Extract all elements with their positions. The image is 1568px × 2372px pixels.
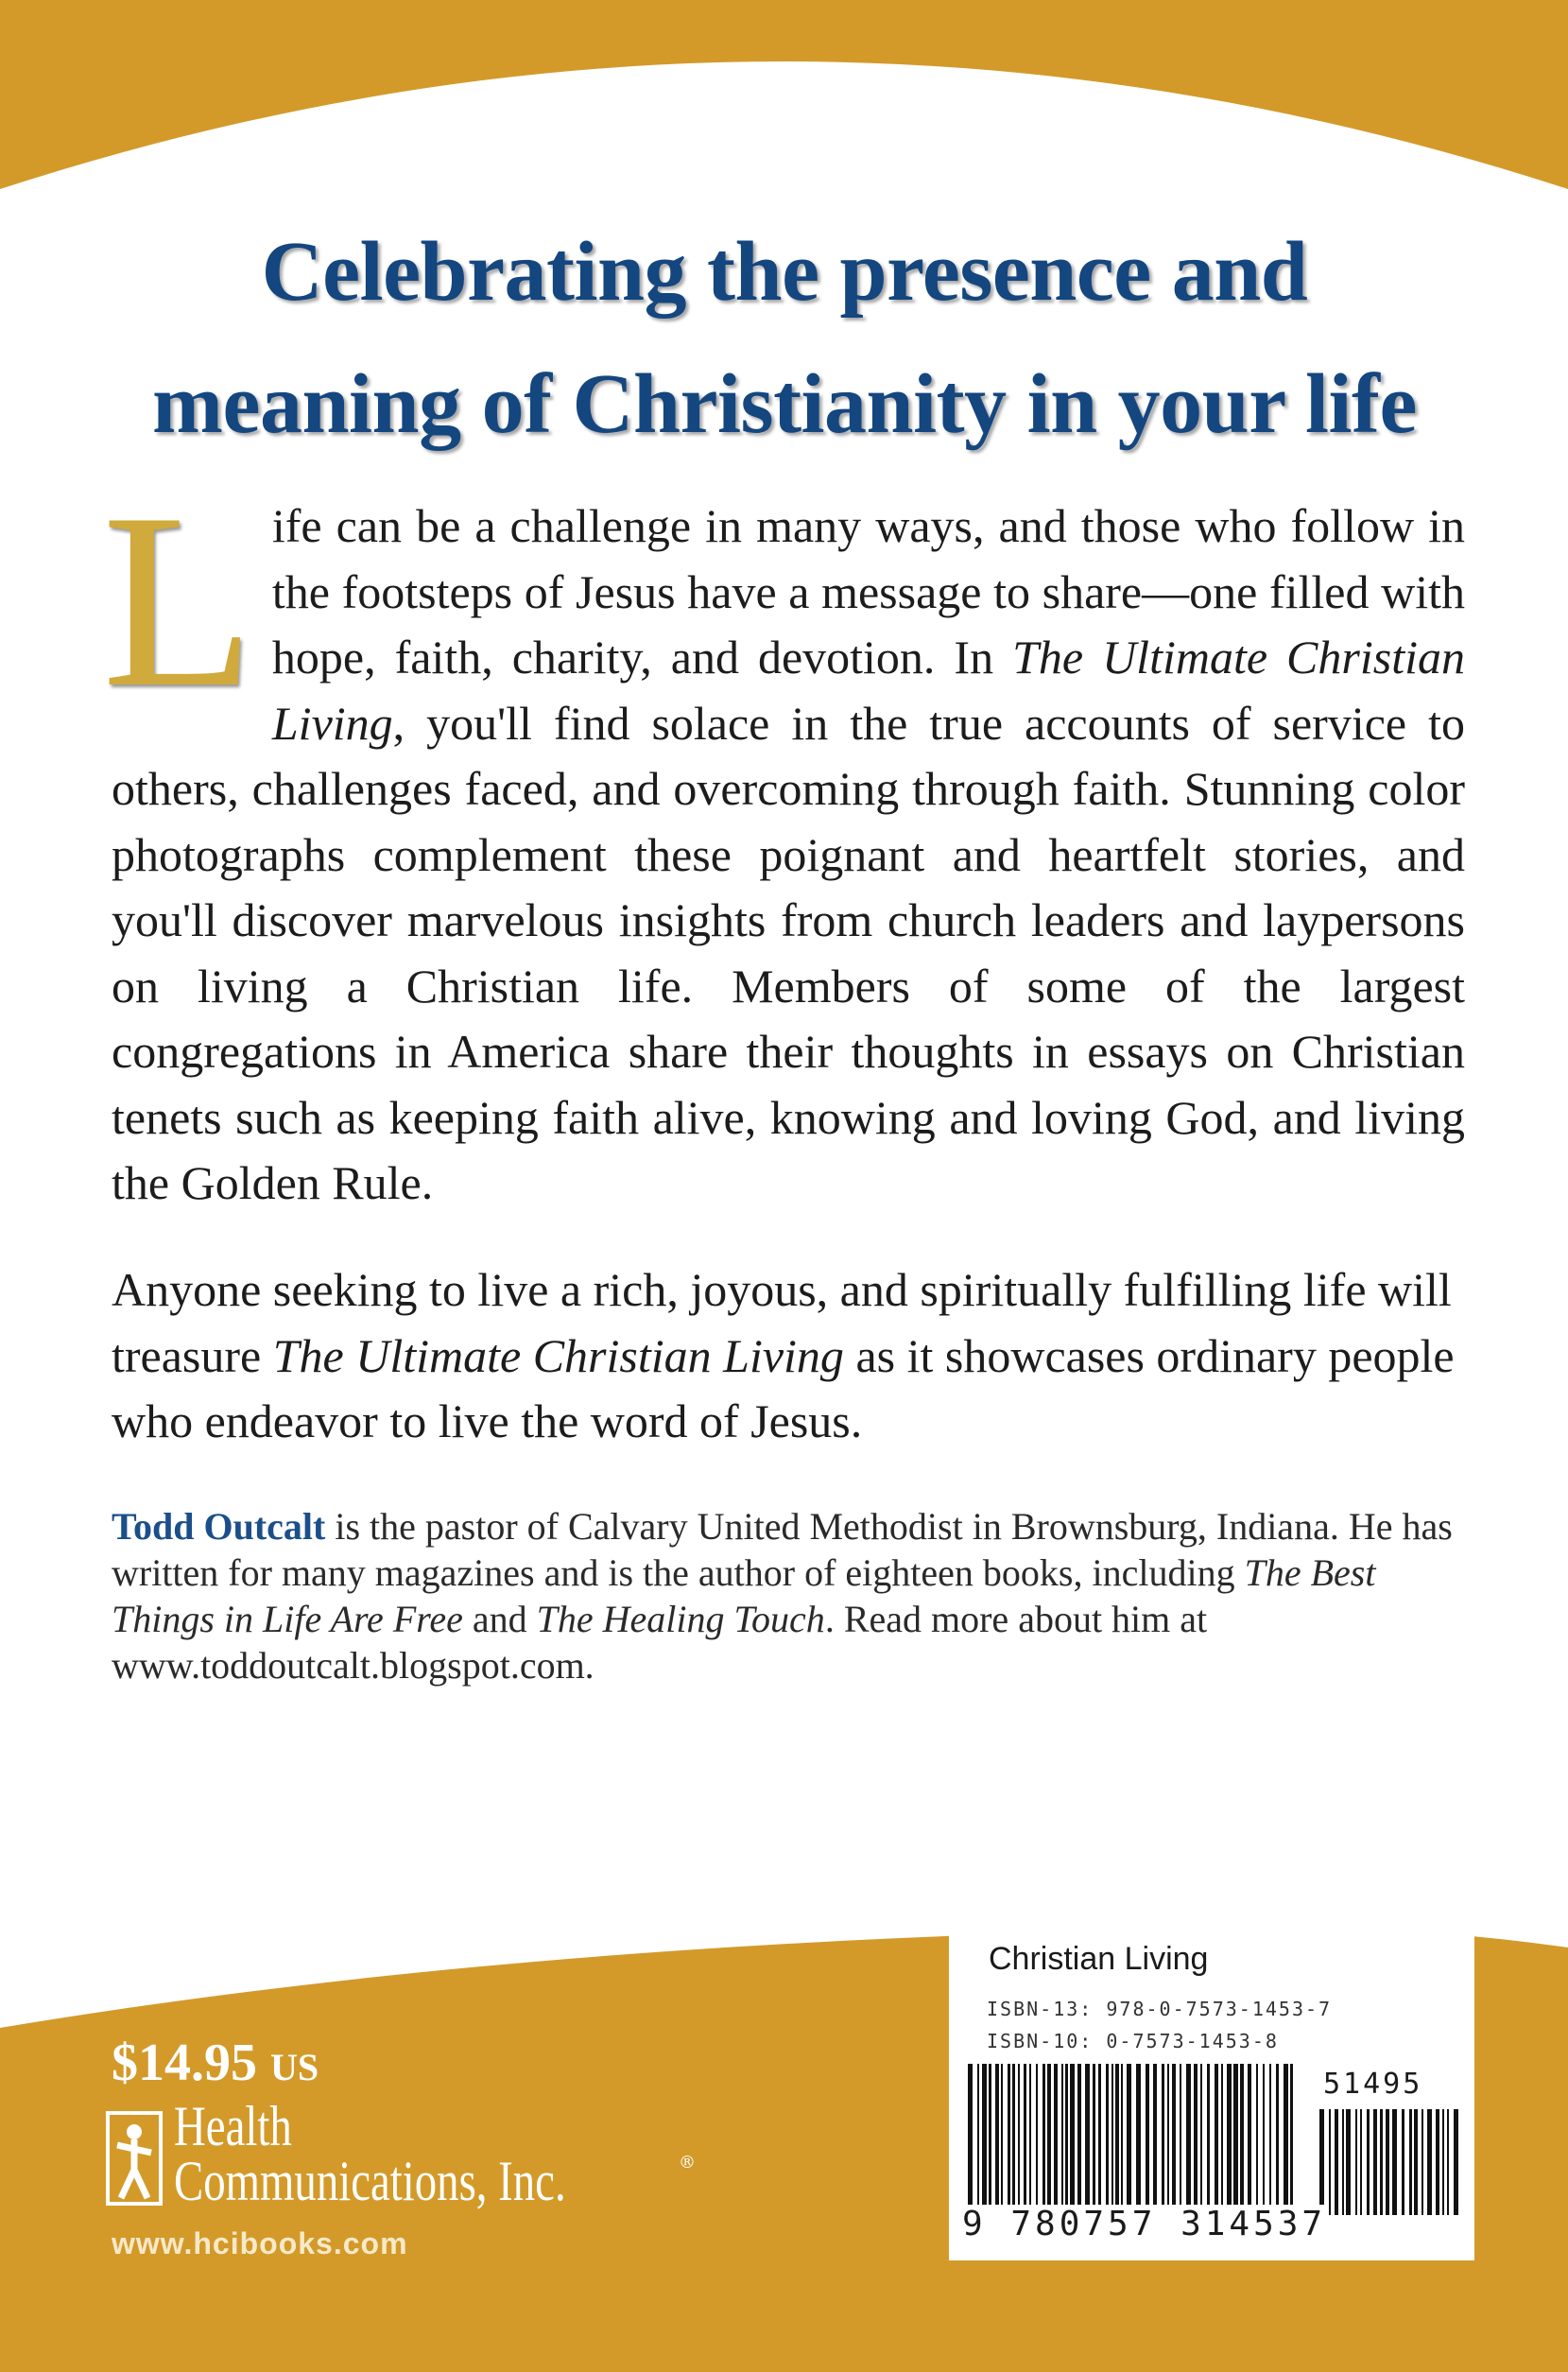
barcode-bar: [1115, 2064, 1119, 2215]
description-p2-text-b: as it showcases ordinary people who endeavor to live the word of Jesus.: [112, 1328, 1455, 1447]
bio-book-2: The Healing Touch: [536, 1598, 825, 1640]
barcode-bar: [1186, 2064, 1191, 2215]
description-text-a: ife can be a challenge in many ways, and those who follow in the footsteps of Jesus have a message to share—one filled with hope, faith, charity, and devotion. In: [271, 499, 1465, 684]
barcode-bar: [1042, 2064, 1045, 2215]
barcode-bar: [1167, 2064, 1169, 2215]
barcode-bar: [1106, 2064, 1109, 2215]
barcode-bar: [1018, 2064, 1020, 2215]
barcode-bar: [1454, 2109, 1458, 2215]
price-amount: $14.95: [112, 2034, 257, 2092]
description-paragraph-2: [112, 1257, 1465, 1455]
bio-text-c: . Read more about him at www.toddoutcalt.blogspot.com.: [112, 1598, 1208, 1687]
ean-digits: 9 780757 314537: [962, 2205, 1327, 2243]
barcode-bar: [1319, 2109, 1324, 2215]
price-addon-barcode: [1319, 2109, 1461, 2215]
barcode-bar: [1121, 2064, 1123, 2215]
description-p2-text-a: Anyone seeking to live a rich, joyous, and spiritually fulfilling life will treasure: [112, 1263, 1452, 1382]
barcode-bar: [1221, 2064, 1223, 2215]
barcode-bar: [1329, 2109, 1331, 2215]
barcode-bar: [1085, 2064, 1090, 2215]
barcode-bar: [1136, 2064, 1141, 2215]
barcode-bar: [1256, 2064, 1258, 2215]
barcode-bar: [1111, 2064, 1113, 2215]
barcode-bar: [977, 2064, 979, 2215]
headline-line-2: meaning of Christianity in your life: [152, 357, 1417, 451]
barcode-bar: [982, 2064, 987, 2215]
book-title-italic: The Ultimate Christian Living: [271, 631, 1465, 750]
barcode-bar: [1427, 2109, 1432, 2215]
barcode-bar: [1227, 2064, 1232, 2215]
barcode-bar: [1162, 2064, 1164, 2215]
barcode-bar: [1093, 2064, 1095, 2215]
barcode-bar: [1269, 2064, 1271, 2215]
barcode-bar: [995, 2064, 999, 2215]
drop-cap-letter: L: [102, 462, 255, 739]
barcode-bar: [1054, 2064, 1058, 2215]
barcode-bar: [1036, 2064, 1038, 2215]
barcode-bar: [1342, 2109, 1344, 2215]
book-category: Christian Living: [989, 1941, 1209, 1977]
bio-text-b: and: [462, 1598, 537, 1640]
barcode-bar: [1077, 2064, 1081, 2215]
barcode-bar: [1367, 2109, 1370, 2215]
barcode-bar: [1200, 2064, 1202, 2215]
barcode-bar: [1335, 2109, 1338, 2215]
barcode-bar: [1172, 2064, 1176, 2215]
barcode-bar: [968, 2064, 973, 2215]
description-paragraph-1: [102, 462, 1465, 1217]
barcode-bar: [1194, 2064, 1198, 2215]
barcode-bar: [1380, 2109, 1383, 2215]
barcode-bar: [1029, 2064, 1031, 2215]
bio-book-1: The Best Things in Life Are Free: [112, 1551, 1376, 1640]
barcode-bar: [1360, 2109, 1362, 2215]
barcode-bar: [1065, 2064, 1068, 2215]
barcode-bar: [1276, 2064, 1279, 2215]
barcode-bar: [1409, 2109, 1412, 2215]
barcode-bar: [1402, 2109, 1404, 2215]
barcode-bar: [1233, 2064, 1238, 2215]
barcode-bar: [1436, 2109, 1439, 2215]
barcode-bar: [1215, 2064, 1218, 2215]
barcode-bar: [1386, 2109, 1389, 2215]
barcode-panel: [949, 1924, 1474, 2260]
headline-line-1: Celebrating the presence and: [261, 225, 1308, 319]
barcode-bar: [1012, 2064, 1015, 2215]
author-name: Todd Outcalt: [112, 1505, 326, 1548]
barcode-bar: [1207, 2064, 1210, 2215]
publisher-name-line-2: Communications, Inc.: [174, 2150, 566, 2212]
ean-barcode: [968, 2064, 1299, 2215]
description-text-b: , you'll find solace in the true accounts of service to others, challenges faced, and overcoming through faith. Stunning color photographs complement these poignant and heartfelt stories, and you'll discover marvelous insights from church leaders and laypersons on living a Christian life. Members of some of the largest congregations in America share their thoughts in essays on Christian tenets such as keeping faith alive, knowing and loving God, and living the Golden Rule.: [112, 696, 1465, 1209]
barcode-bar: [1414, 2109, 1418, 2215]
barcode-bar: [1240, 2064, 1244, 2215]
publisher-website: www.hcibooks.com: [112, 2226, 408, 2260]
barcode-bar: [1098, 2064, 1101, 2215]
registered-mark: ®: [679, 2153, 696, 2173]
barcode-bar: [1355, 2109, 1357, 2215]
barcode-bar: [1146, 2064, 1149, 2215]
barcode-bar: [1070, 2064, 1075, 2215]
isbn-13: ISBN-13: 978-0-7573-1453-7: [987, 1998, 1333, 2020]
barcode-bar: [1284, 2064, 1288, 2215]
price-currency: US: [270, 2046, 319, 2088]
barcode-bar: [1024, 2064, 1026, 2215]
barcode-bar: [1447, 2109, 1449, 2215]
barcode-bar: [1248, 2064, 1251, 2215]
cover-price: [112, 2033, 319, 2093]
barcode-bar: [1127, 2064, 1131, 2215]
book-title-italic-2: The Ultimate Christian Living: [272, 1328, 844, 1382]
barcode-bar: [1346, 2109, 1351, 2215]
price-code-digits: 51495: [1323, 2068, 1423, 2101]
barcode-bar: [989, 2064, 991, 2215]
barcode-bar: [1001, 2064, 1003, 2215]
barcode-bar: [1047, 2064, 1051, 2215]
author-bio: [112, 1503, 1465, 1688]
bio-text-a: is the pastor of Calvary United Methodist in Brownsburg, Indiana. He has written for many magazines and is the author of eighteen books, including: [112, 1505, 1453, 1594]
barcode-bar: [1442, 2109, 1444, 2215]
barcode-bar: [1290, 2064, 1293, 2215]
publisher-name-line-1: Health: [174, 2095, 292, 2157]
barcode-bar: [1180, 2064, 1181, 2215]
barcode-bar: [1263, 2064, 1265, 2215]
barcode-bar: [1373, 2109, 1377, 2215]
barcode-bar: [1008, 2064, 1010, 2215]
barcode-bar: [1422, 2109, 1423, 2215]
barcode-bar: [1392, 2109, 1397, 2215]
barcode-bar: [1061, 2064, 1063, 2215]
isbn-10: ISBN-10: 0-7573-1453-8: [987, 2030, 1279, 2052]
hci-figure-logo-icon: [106, 2111, 163, 2206]
cover-headline: [57, 206, 1512, 471]
barcode-bar: [1153, 2064, 1157, 2215]
